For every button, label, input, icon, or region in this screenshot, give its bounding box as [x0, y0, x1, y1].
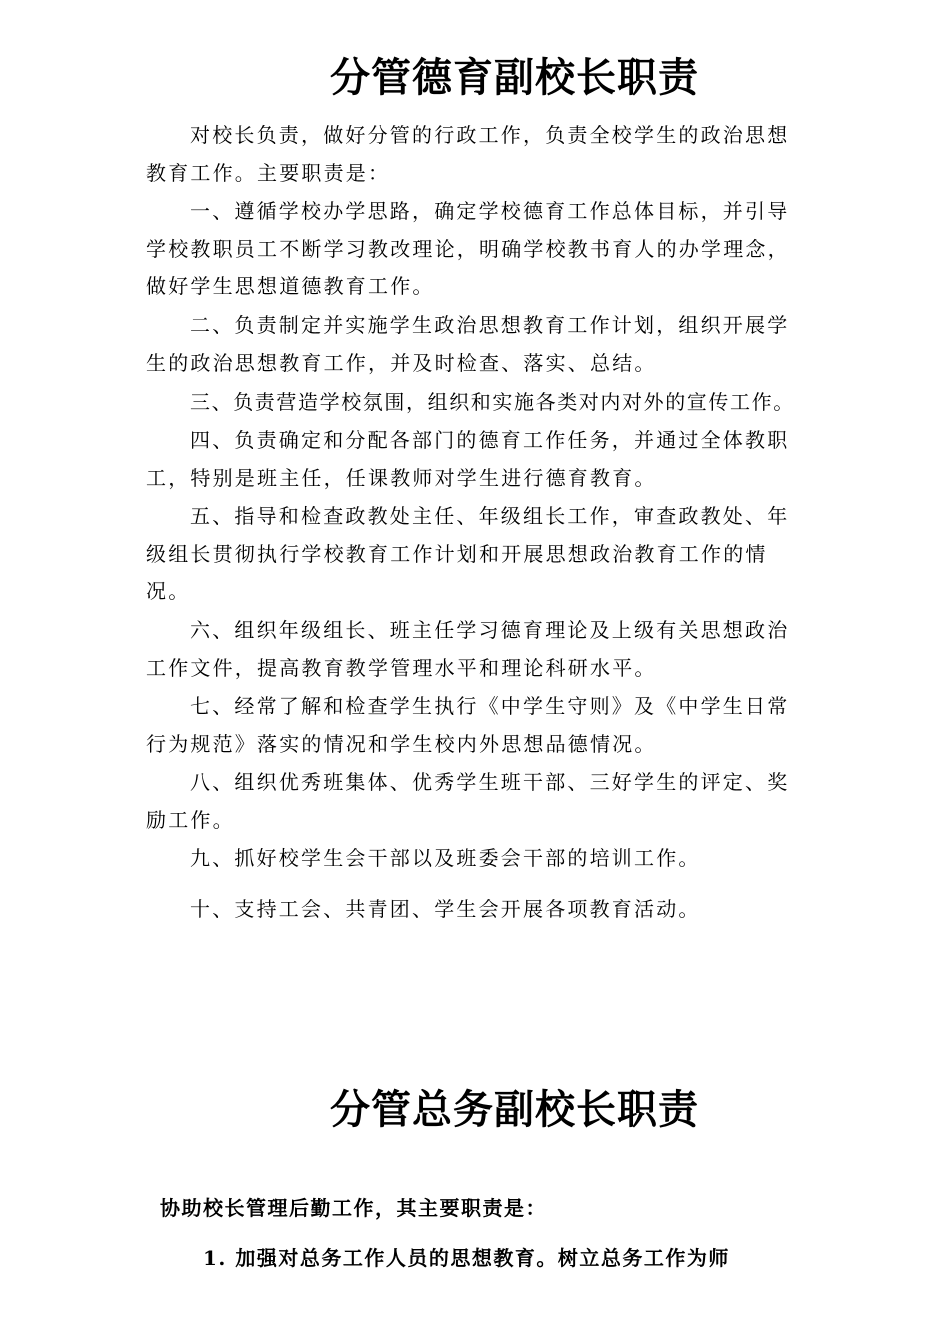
duty-item-2: 二、负责制定并实施学生政治思想教育工作计划，组织开展学生的政治思想教育工作，并及时检查、落实、总结。 [146, 313, 790, 375]
duty-item-4: 四、负责确定和分配各部门的德育工作任务，并通过全体教职工，特别是班主任，任课教师对学生进行德育教育。 [146, 428, 790, 490]
duty-item-1: 一、遵循学校办学思路，确定学校德育工作总体目标，并引导学校教职员工不断学习教改理论，明确学校教书育人的办学理念，做好学生思想道德教育工作。 [146, 199, 790, 298]
duty-item-10: 十、支持工会、共青团、学生会开展各项教育活动。 [190, 897, 701, 921]
section-intro-paragraph: 对校长负责，做好分管的行政工作，负责全校学生的政治思想教育工作。主要职责是： [146, 123, 790, 185]
duty-item-9: 九、抓好校学生会干部以及班委会干部的培训工作。 [190, 846, 701, 870]
duty-item-7: 七、经常了解和检查学生执行《中学生守则》及《中学生日常行为规范》落实的情况和学生校内外思想品德情况。 [146, 694, 790, 756]
section-title-general-affairs: 分管总务副校长职责 [330, 1086, 699, 1133]
duty-item-3: 三、负责营造学校氛围，组织和实施各类对内对外的宣传工作。 [190, 390, 795, 414]
affairs-item-1: 1. 加强对总务工作人员的思想教育。树立总务工作为师 [203, 1246, 730, 1270]
duty-item-8: 八、组织优秀班集体、优秀学生班干部、三好学生的评定、奖励工作。 [146, 770, 790, 832]
section-intro-paragraph-2: 协助校长管理后勤工作，其主要职责是： [160, 1196, 547, 1220]
duty-item-5: 五、指导和检查政教处主任、年级组长工作，审查政教处、年级组长贯彻执行学校教育工作计划和开展思想政治教育工作的情况。 [146, 504, 790, 603]
section-title-moral-education: 分管德育副校长职责 [330, 54, 699, 101]
duty-item-6: 六、组织年级组长、班主任学习德育理论及上级有关思想政治工作文件，提高教育教学管理水平和理论科研水平。 [146, 618, 790, 680]
